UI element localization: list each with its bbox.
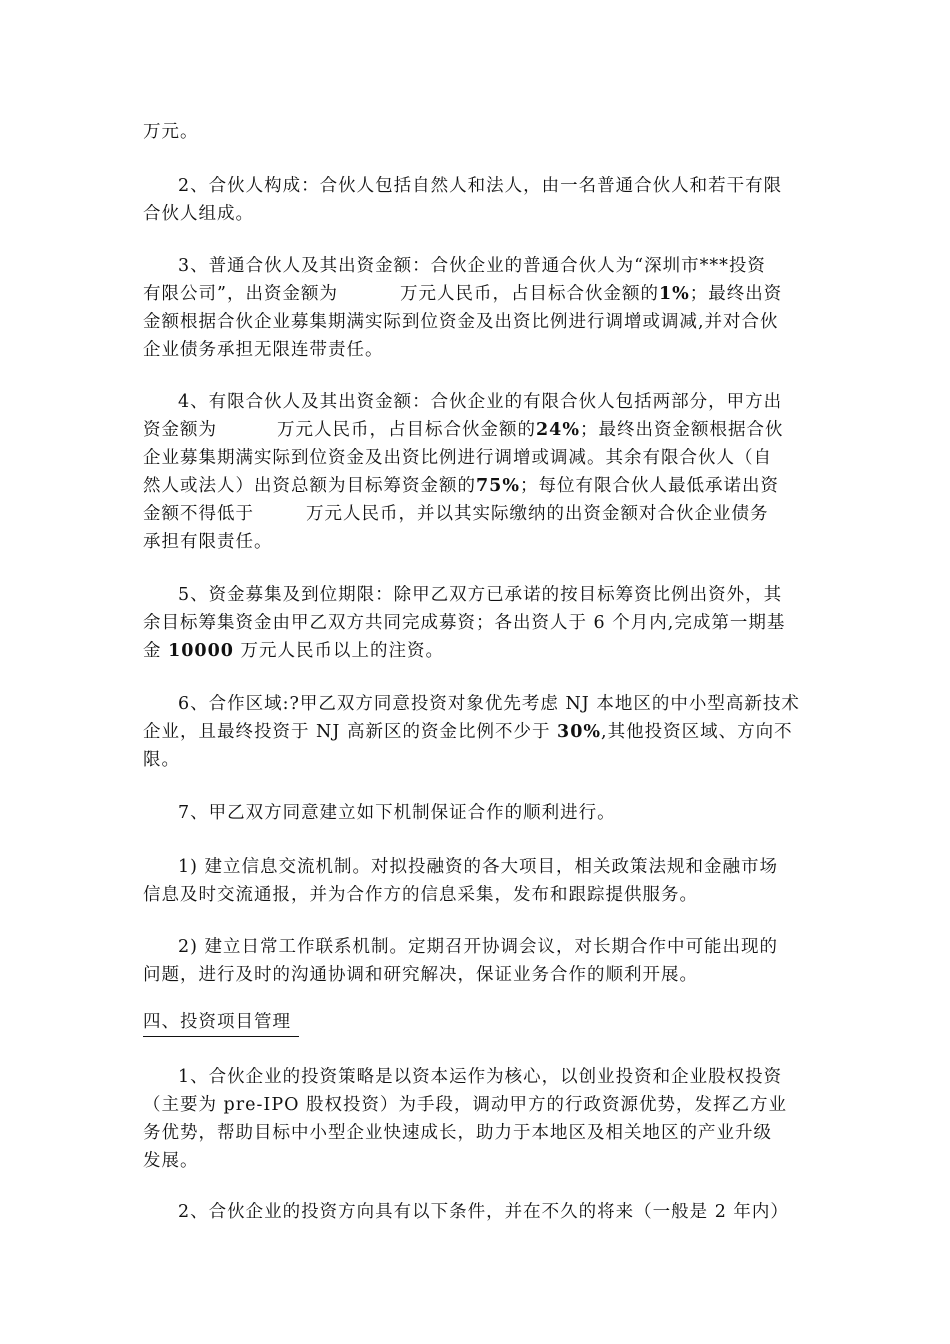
text-line: 金额不得低于 万元人民币，并以其实际缴纳的出资金额对合伙企业债务 bbox=[143, 504, 769, 524]
text-line: 问题，进行及时的沟通协调和研究解决，保证业务合作的顺利开展。 bbox=[143, 965, 698, 985]
heading-underline bbox=[143, 1036, 299, 1037]
paragraph-cooperation-region bbox=[143, 690, 809, 774]
text-line: 企业，且最终投资于 NJ 高新区的资金比例不少于 30%,其他投资区域、方向不 bbox=[143, 722, 793, 742]
percentage-value: 1% bbox=[658, 284, 690, 304]
paragraph-info-exchange bbox=[143, 853, 809, 909]
paragraph-mechanisms bbox=[143, 799, 809, 827]
text-line: 金 10000 万元人民币以上的注资。 bbox=[143, 641, 445, 661]
text-line: 5、资金募集及到位期限：除甲乙双方已承诺的按目标筹资比例出资外，其 bbox=[178, 585, 783, 605]
text-line: 3、普通合伙人及其出资金额：合伙企业的普通合伙人为“深圳市***投资 bbox=[178, 256, 766, 276]
text-line: 务优势，帮助目标中小型企业快速成长，助力于本地区及相关地区的产业升级 bbox=[143, 1123, 772, 1143]
text-line: 资金额为 万元人民币，占目标合伙金额的24%；最终出资金额根据合伙 bbox=[143, 420, 784, 440]
text-line: 企业债务承担无限连带责任。 bbox=[143, 340, 384, 360]
text-line: 1) 建立信息交流机制。对拟投融资的各大项目，相关政策法规和金融市场 bbox=[178, 857, 779, 877]
percentage-value: 30% bbox=[557, 722, 602, 742]
text-line: 信息及时交流通报，并为合作方的信息采集，发布和跟踪提供服务。 bbox=[143, 885, 698, 905]
text-line: 合伙人组成。 bbox=[143, 204, 254, 224]
text-line: 6、合作区域:?甲乙双方同意投资对象优先考虑 NJ 本地区的中小型高新技术 bbox=[178, 694, 800, 714]
text-line: 2、合伙人构成：合伙人包括自然人和法人，由一名普通合伙人和若干有限 bbox=[178, 176, 783, 196]
text-line: 承担有限责任。 bbox=[143, 532, 273, 552]
text-line: 万元。 bbox=[143, 122, 199, 142]
paragraph-investment-strategy bbox=[143, 1063, 809, 1175]
paragraph-fundraising-period bbox=[143, 581, 809, 665]
text-line: 限。 bbox=[143, 750, 180, 770]
text-line: 7、甲乙双方同意建立如下机制保证合作的顺利进行。 bbox=[178, 803, 616, 823]
paragraph-continuation bbox=[143, 118, 809, 146]
paragraph-investment-direction bbox=[143, 1198, 809, 1226]
text-line: 1、合伙企业的投资策略是以资本运作为核心，以创业投资和企业股权投资 bbox=[178, 1067, 783, 1087]
text-line: 发展。 bbox=[143, 1151, 199, 1171]
text-line: 然人或法人）出资总额为目标筹资金额的75%；每位有限合伙人最低承诺出资 bbox=[143, 476, 779, 496]
text-line: 企业募集期满实际到位资金及出资比例进行调增或调减。其余有限合伙人（自 bbox=[143, 448, 772, 468]
percentage-value: 75% bbox=[476, 476, 520, 496]
text-line: 金额根据合伙企业募集期满实际到位资金及出资比例进行调增或调减,并对合伙 bbox=[143, 312, 779, 332]
text-line: （主要为 pre-IPO 股权投资）为手段，调动甲方的行政资源优势，发挥乙方业 bbox=[143, 1095, 787, 1115]
paragraph-daily-liaison bbox=[143, 933, 809, 989]
paragraph-partner-composition bbox=[143, 172, 809, 228]
text-line: 2) 建立日常工作联系机制。定期召开协调会议，对长期合作中可能出现的 bbox=[178, 937, 779, 957]
percentage-value: 24% bbox=[536, 420, 580, 440]
text-line: 余目标筹集资金由甲乙双方共同完成募资；各出资人于 6 个月内,完成第一期基 bbox=[143, 613, 786, 633]
paragraph-general-partner bbox=[143, 252, 809, 364]
text-line: 4、有限合伙人及其出资金额：合伙企业的有限合伙人包括两部分，甲方出 bbox=[178, 392, 783, 412]
paragraph-limited-partner bbox=[143, 388, 809, 556]
text-line: 2、合伙企业的投资方向具有以下条件，并在不久的将来（一般是 2 年内） bbox=[178, 1202, 789, 1222]
section-heading: 四、投资项目管理 bbox=[143, 1012, 291, 1032]
amount-value: 10000 bbox=[168, 641, 234, 661]
text-line: 有限公司”，出资金额为 万元人民币，占目标合伙金额的1%；最终出资 bbox=[143, 284, 783, 304]
